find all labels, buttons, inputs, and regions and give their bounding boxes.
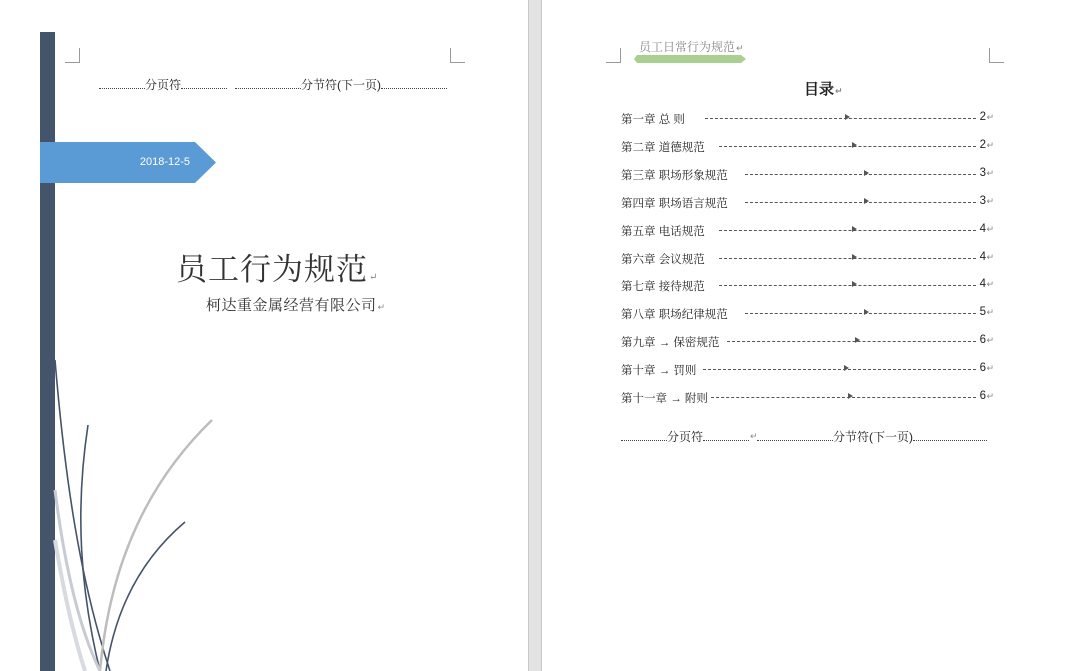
margin-corner-top-left [606, 48, 621, 63]
tab-arrow-icon [855, 337, 860, 343]
toc-entry-label: 第十一章 → 附则 [621, 393, 708, 405]
toc-leader-dots [719, 285, 976, 286]
toc-entry-label: 第三章 职场形象规范 [621, 169, 728, 182]
margin-corner-top-right [450, 48, 465, 63]
toc-entry-page: 3 [979, 194, 986, 207]
toc-entry-page: 5 [979, 306, 986, 319]
tab-arrow-icon [864, 170, 869, 176]
header-accent-bar [634, 55, 746, 63]
section-break-marker [235, 76, 447, 93]
tab-arrow-icon [864, 198, 869, 204]
cover-date[interactable]: 2018-12-5 [139, 156, 190, 168]
paragraph-mark-icon: ↵ [986, 307, 994, 318]
document-title-text: 员工行为规范 [176, 252, 368, 288]
toc-page[interactable] [541, 0, 1069, 671]
toc-entry[interactable] [621, 251, 994, 265]
paragraph-mark-icon: ↵ [986, 251, 994, 262]
page-header-text: 员工日常行为规范 [639, 40, 736, 54]
toc-heading-text: 目录 [804, 81, 835, 98]
toc-leader-dots [727, 341, 976, 342]
paragraph-mark-icon: ↵ [986, 363, 994, 374]
company-name[interactable]: 柯达重金属经营有限公司↵ [206, 297, 386, 314]
toc-leader-dots [711, 397, 976, 398]
toc-entry[interactable] [621, 111, 994, 125]
toc-entry-label: 第七章 接待规范 [621, 281, 705, 294]
toc-entry[interactable] [621, 390, 994, 404]
page-break-marker: 分页符 ↵ [621, 428, 758, 445]
tab-arrow-icon [848, 393, 853, 399]
document-title[interactable]: 员工行为规范↵ [176, 252, 379, 288]
toc-leader-dots [719, 146, 976, 147]
decorative-swoosh [40, 340, 240, 671]
section-break-label: 分节符(下一页) [301, 78, 381, 92]
toc-entry-label: 第十章 → 罚则 [621, 365, 697, 378]
margin-corner-top-left [65, 48, 80, 63]
paragraph-mark-icon: ↵ [986, 335, 994, 346]
toc-leader-dots [705, 118, 976, 119]
toc-entry-page: 4 [979, 278, 986, 291]
toc-leader-dots [703, 369, 976, 370]
section-break-label: 分节符(下一页) [833, 430, 913, 444]
cover-page[interactable] [0, 0, 529, 671]
tab-arrow-icon [852, 226, 857, 232]
tab-arrow-icon [852, 254, 857, 260]
toc-leader-dots [745, 313, 976, 314]
toc-entry[interactable] [621, 278, 994, 292]
page-break-marker [99, 76, 227, 93]
paragraph-mark-icon: ↵ [986, 167, 994, 178]
page-break-label: 分页符 [145, 78, 182, 92]
toc-entry-page: 6 [979, 390, 986, 402]
paragraph-mark-icon: ↵ [986, 195, 994, 206]
toc-heading[interactable]: 目录↵ [804, 81, 843, 98]
toc-entry[interactable] [621, 139, 994, 153]
toc-entry-page: 6 [979, 362, 986, 375]
company-name-text: 柯达重金属经营有限公司 [206, 297, 377, 314]
toc-entry-label: 第八章 职场纪律规范 [621, 309, 728, 322]
toc-entry[interactable] [621, 167, 994, 181]
tab-arrow-icon [852, 281, 857, 287]
toc-entry-page: 6 [979, 334, 986, 347]
margin-corner-top-right [989, 48, 1004, 63]
page-header[interactable]: 员工日常行为规范↵ [639, 40, 744, 54]
tab-arrow-icon [845, 114, 850, 120]
toc-entry[interactable] [621, 362, 994, 376]
tab-arrow-icon [864, 309, 869, 315]
paragraph-mark-icon: ↵ [986, 139, 994, 150]
paragraph-mark-icon: ↵ [986, 279, 994, 290]
paragraph-mark-icon: ↵ [986, 112, 994, 122]
paragraph-mark-icon: ↵ [986, 223, 994, 234]
toc-leader-dots [745, 202, 976, 203]
toc-entry[interactable] [621, 223, 994, 237]
toc-entry-page: 3 [979, 166, 986, 179]
toc-entry-page: 2 [979, 138, 986, 151]
toc-entry-label: 第五章 电话规范 [621, 225, 705, 238]
tab-arrow-icon [852, 142, 857, 148]
toc-leader-dots [745, 174, 976, 175]
toc-entry[interactable] [621, 306, 994, 320]
toc-entry-label: 第二章 道德规范 [621, 141, 705, 154]
toc-entry[interactable] [621, 195, 994, 209]
toc-entry-page: 4 [979, 222, 986, 235]
tab-arrow-icon [844, 365, 849, 371]
toc-entry[interactable] [621, 334, 994, 348]
toc-leader-dots [719, 258, 976, 259]
section-break-marker [757, 428, 987, 445]
toc-entry-label: 第一章 总 则 [621, 114, 685, 126]
page-break-label: 分页符 [667, 430, 704, 444]
toc-entry-label: 第六章 会议规范 [621, 253, 705, 266]
toc-leader-dots [719, 230, 976, 231]
toc-entry-label: 第四章 职场语言规范 [621, 197, 728, 210]
toc-entry-page: 4 [979, 250, 986, 263]
toc-entry-page: 2 [979, 111, 986, 123]
toc-entry-label: 第九章 → 保密规范 [621, 337, 720, 350]
paragraph-mark-icon: ↵ [986, 391, 994, 401]
